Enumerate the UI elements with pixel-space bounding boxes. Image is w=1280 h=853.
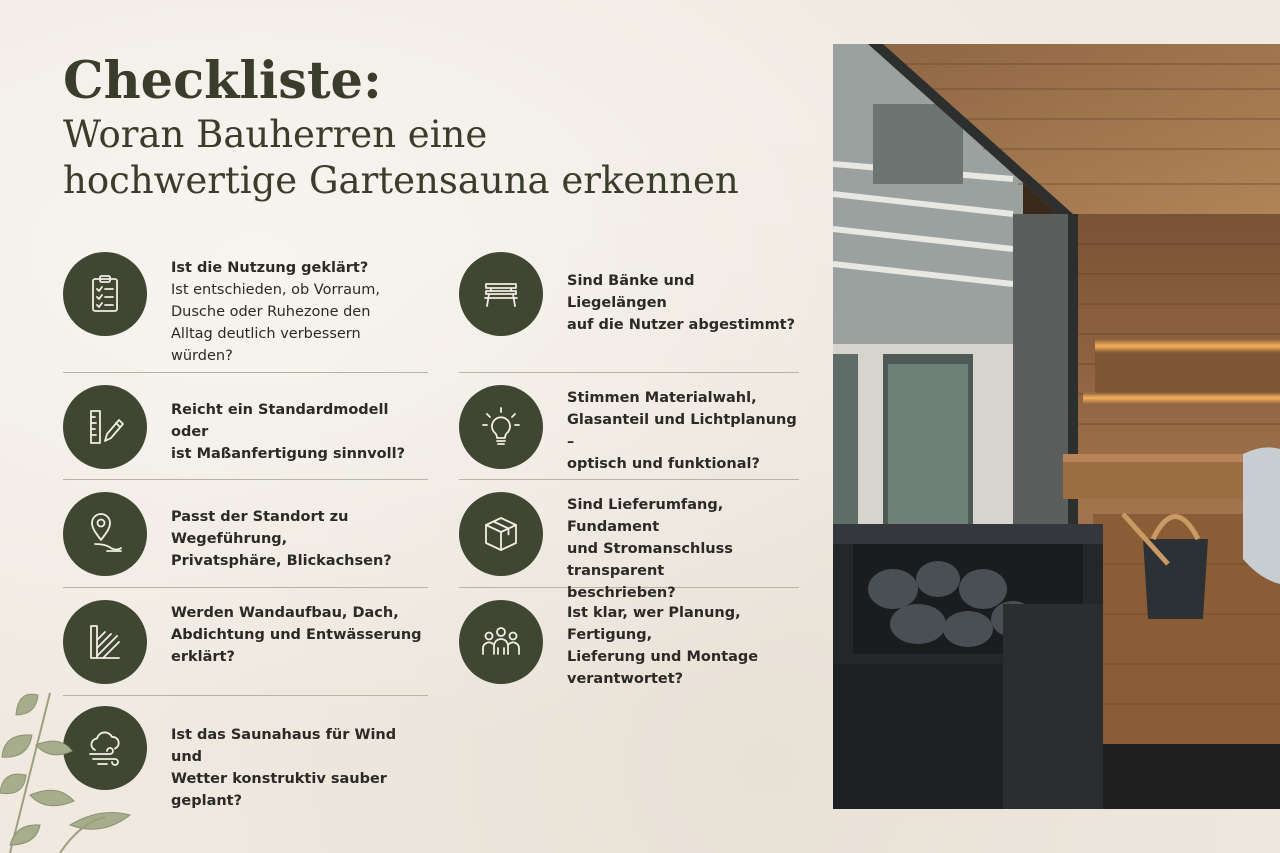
checklist-line: Abdichtung und Entwässerung <box>171 627 422 643</box>
checklist-line: Sind Lieferumfang, Fundament <box>567 497 724 535</box>
checklist-line: Reicht ein Standardmodell oder <box>171 402 389 440</box>
ruler-pencil-icon <box>63 385 147 469</box>
title-block <box>63 50 803 204</box>
checklist-line: und Stromanschluss transparent <box>567 541 733 579</box>
checklist-item <box>63 480 428 588</box>
checklist-line: optisch und funktional? <box>567 456 760 472</box>
checklist-item <box>459 373 799 480</box>
checklist-line: Ist klar, wer Planung, Fertigung, <box>567 605 741 643</box>
page-subtitle-line-1: Woran Bauherren eine <box>63 113 488 156</box>
checklist-line: Alltag deutlich verbessern <box>171 326 361 342</box>
clipboard-checklist-icon <box>63 252 147 336</box>
checklist-line: beschrieben? <box>567 585 676 601</box>
light-bulb-icon <box>459 385 543 469</box>
checklist-item <box>459 588 799 696</box>
checklist-line: auf die Nutzer abgestimmt? <box>567 317 796 333</box>
checklist-item-text <box>171 385 428 465</box>
checklist-line: erklärt? <box>171 649 235 665</box>
checklist-item <box>459 480 799 601</box>
checklist-item <box>63 252 428 373</box>
package-box-icon <box>459 492 543 576</box>
page-title: Checkliste: <box>63 51 382 111</box>
checklist-item-text <box>171 252 380 367</box>
location-pin-icon <box>63 492 147 576</box>
checklist-line: würden? <box>171 348 233 364</box>
sauna-photo <box>833 44 1280 809</box>
checklist-question: Ist die Nutzung geklärt? <box>171 260 369 276</box>
checklist-line: Wetter konstruktiv sauber geplant? <box>171 771 387 809</box>
page-subtitle-line-2: hochwertige Gartensauna erkennen <box>63 159 739 202</box>
checklist-line: Lieferung und Montage <box>567 649 759 665</box>
checklist-line: ist Maßanfertigung sinnvoll? <box>171 446 405 462</box>
checklist-item-text <box>171 492 428 572</box>
leaf-decoration-icon <box>0 655 140 853</box>
checklist-line: Passt der Standort zu Wegeführung, <box>171 509 349 547</box>
checklist-line: verantwortet? <box>567 671 684 687</box>
checklist-line: Ist das Saunahaus für Wind und <box>171 727 397 765</box>
checklist-line: Privatsphäre, Blickachsen? <box>171 553 392 569</box>
checklist-line: Dusche oder Ruhezone den <box>171 304 371 320</box>
checklist-line: Sind Bänke und Liegelängen <box>567 273 695 311</box>
checklist-line: Stimmen Materialwahl, <box>567 390 757 406</box>
bench-icon <box>459 252 543 336</box>
checklist-item-text <box>567 252 799 336</box>
team-people-icon <box>459 600 543 684</box>
checklist-line: Ist entschieden, ob Vorraum, <box>171 282 380 298</box>
checklist-item-text <box>171 706 428 812</box>
checklist-item-text <box>171 600 422 668</box>
checklist-item-text <box>567 600 799 690</box>
checklist-line: Werden Wandaufbau, Dach, <box>171 605 399 621</box>
checklist-item <box>63 373 428 480</box>
checklist-right-column <box>459 252 799 696</box>
checklist-line: Glasanteil und Lichtplanung – <box>567 412 797 450</box>
checklist-item-text <box>567 385 799 475</box>
checklist-item <box>459 252 799 373</box>
